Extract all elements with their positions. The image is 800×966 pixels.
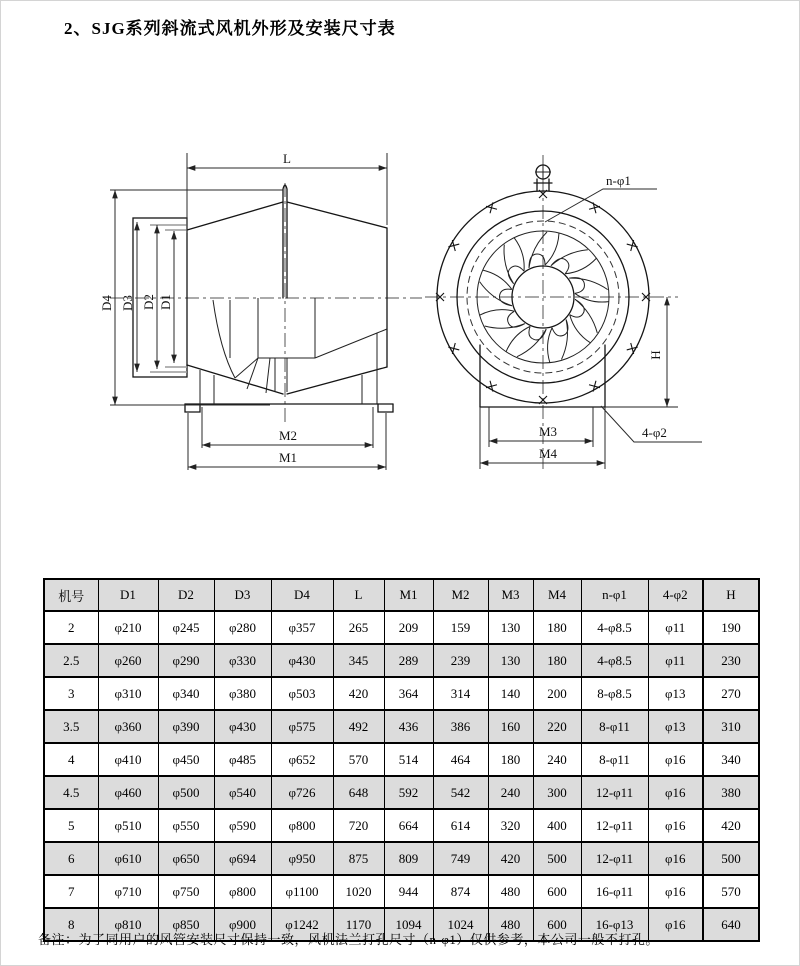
- table-cell: 514: [384, 743, 433, 776]
- table-cell: 2.5: [44, 644, 98, 677]
- table-cell: 239: [433, 644, 488, 677]
- table-cell: 4: [44, 743, 98, 776]
- table-cell: 160: [488, 710, 533, 743]
- table-cell: φ16: [648, 908, 703, 941]
- dim-label-D1: D1: [158, 294, 173, 310]
- table-cell: φ360: [98, 710, 158, 743]
- table-cell: 1024: [433, 908, 488, 941]
- table-row: [44, 677, 759, 710]
- table-cell: 570: [333, 743, 384, 776]
- table-cell: 180: [533, 644, 581, 677]
- column-header: 4-φ2: [648, 579, 703, 611]
- table-cell: φ16: [648, 809, 703, 842]
- table-cell: φ380: [214, 677, 271, 710]
- table-cell: 492: [333, 710, 384, 743]
- table-cell: φ726: [271, 776, 333, 809]
- table-cell: 480: [488, 875, 533, 908]
- table-cell: φ357: [271, 611, 333, 644]
- table-row: [44, 842, 759, 875]
- table-cell: 1020: [333, 875, 384, 908]
- table-cell: φ390: [158, 710, 214, 743]
- table-cell: 749: [433, 842, 488, 875]
- table-row: [44, 710, 759, 743]
- table-cell: φ210: [98, 611, 158, 644]
- column-header: n-φ1: [581, 579, 648, 611]
- internal-structure: [213, 298, 387, 404]
- table-cell: 4-φ8.5: [581, 644, 648, 677]
- table-cell: φ245: [158, 611, 214, 644]
- base-plate: [185, 370, 393, 412]
- table-cell: φ694: [214, 842, 271, 875]
- table-cell: 4-φ8.5: [581, 611, 648, 644]
- table-cell: 4.5: [44, 776, 98, 809]
- table-cell: 270: [703, 677, 759, 710]
- table-cell: 7: [44, 875, 98, 908]
- table-cell: φ11: [648, 611, 703, 644]
- callout-label-4-phi2: 4-φ2: [642, 425, 667, 440]
- table-cell: 8-φ8.5: [581, 677, 648, 710]
- table-cell: 542: [433, 776, 488, 809]
- table-cell: φ540: [214, 776, 271, 809]
- table-cell: 320: [488, 809, 533, 842]
- table-cell: 500: [703, 842, 759, 875]
- table-cell: φ16: [648, 776, 703, 809]
- table-cell: φ450: [158, 743, 214, 776]
- table-cell: φ330: [214, 644, 271, 677]
- table-cell: φ13: [648, 677, 703, 710]
- column-header: D2: [158, 579, 214, 611]
- table-cell: φ410: [98, 743, 158, 776]
- dim-label-D2: D2: [141, 294, 156, 310]
- table-cell: 1170: [333, 908, 384, 941]
- table-cell: 16-φ13: [581, 908, 648, 941]
- table-cell: 8: [44, 908, 98, 941]
- table-cell: 420: [333, 677, 384, 710]
- table-cell: φ650: [158, 842, 214, 875]
- table-row: [44, 644, 759, 677]
- table-cell: 600: [533, 908, 581, 941]
- table-cell: 944: [384, 875, 433, 908]
- dimensions-table: [43, 578, 760, 942]
- dim-label-M3: M3: [538, 424, 558, 439]
- table-cell: 364: [384, 677, 433, 710]
- front-view-drawing: [420, 145, 780, 485]
- table-cell: 140: [488, 677, 533, 710]
- table-cell: 180: [488, 743, 533, 776]
- table-cell: φ900: [214, 908, 271, 941]
- column-header: D3: [214, 579, 271, 611]
- side-view-drawing: [90, 145, 430, 485]
- table-cell: φ260: [98, 644, 158, 677]
- table-cell: 240: [533, 743, 581, 776]
- fan-body-outline: [133, 185, 387, 394]
- table-cell: 265: [333, 611, 384, 644]
- table-cell: φ800: [271, 809, 333, 842]
- table-cell: φ750: [158, 875, 214, 908]
- table-cell: 220: [533, 710, 581, 743]
- dim-label-M4: M4: [538, 446, 558, 461]
- table-cell: 2: [44, 611, 98, 644]
- column-header: M2: [433, 579, 488, 611]
- table-cell: φ16: [648, 743, 703, 776]
- column-header: D4: [271, 579, 333, 611]
- table-cell: 720: [333, 809, 384, 842]
- table-cell: φ16: [648, 875, 703, 908]
- table-cell: φ290: [158, 644, 214, 677]
- dim-label-H: H: [648, 350, 663, 360]
- dim-label-L: L: [283, 151, 291, 166]
- table-cell: φ1100: [271, 875, 333, 908]
- table-cell: 12-φ11: [581, 842, 648, 875]
- table-cell: φ850: [158, 908, 214, 941]
- table-cell: φ310: [98, 677, 158, 710]
- table-cell: φ280: [214, 611, 271, 644]
- column-header: 机号: [44, 579, 98, 611]
- table-cell: 640: [703, 908, 759, 941]
- table-cell: φ1242: [271, 908, 333, 941]
- table-cell: 159: [433, 611, 488, 644]
- table-cell: 12-φ11: [581, 809, 648, 842]
- column-header: M1: [384, 579, 433, 611]
- callout-label-n-phi1: n-φ1: [606, 173, 631, 188]
- table-cell: φ500: [158, 776, 214, 809]
- table-row: [44, 776, 759, 809]
- table-cell: 614: [433, 809, 488, 842]
- table-cell: φ340: [158, 677, 214, 710]
- table-cell: φ590: [214, 809, 271, 842]
- table-cell: 240: [488, 776, 533, 809]
- table-cell: 289: [384, 644, 433, 677]
- table-cell: φ430: [214, 710, 271, 743]
- table-cell: φ800: [214, 875, 271, 908]
- column-header: M3: [488, 579, 533, 611]
- dim-label-D4: D4: [99, 295, 114, 311]
- table-cell: 16-φ11: [581, 875, 648, 908]
- table-cell: 6: [44, 842, 98, 875]
- dim-label-M1: M1: [278, 450, 298, 465]
- table-cell: φ810: [98, 908, 158, 941]
- table-cell: 1094: [384, 908, 433, 941]
- table-cell: 5: [44, 809, 98, 842]
- table-cell: 592: [384, 776, 433, 809]
- table-cell: 875: [333, 842, 384, 875]
- table-cell: φ11: [648, 644, 703, 677]
- table-cell: 340: [703, 743, 759, 776]
- table-cell: 310: [703, 710, 759, 743]
- table-cell: 386: [433, 710, 488, 743]
- table-cell: 480: [488, 908, 533, 941]
- table-cell: φ503: [271, 677, 333, 710]
- table-cell: 345: [333, 644, 384, 677]
- table-cell: φ485: [214, 743, 271, 776]
- table-cell: 130: [488, 611, 533, 644]
- table-cell: φ16: [648, 842, 703, 875]
- table-header-row: [44, 579, 759, 611]
- table-cell: 200: [533, 677, 581, 710]
- table-cell: φ430: [271, 644, 333, 677]
- table-cell: 570: [703, 875, 759, 908]
- page-title: 2、SJG系列斜流式风机外形及安装尺寸表: [64, 19, 396, 38]
- table-cell: 314: [433, 677, 488, 710]
- table-cell: 130: [488, 644, 533, 677]
- table-cell: 230: [703, 644, 759, 677]
- table-row: [44, 875, 759, 908]
- dim-label-M2: M2: [278, 428, 298, 443]
- table-cell: φ710: [98, 875, 158, 908]
- table-cell: 3.5: [44, 710, 98, 743]
- table-row: [44, 809, 759, 842]
- table-cell: φ550: [158, 809, 214, 842]
- table-cell: φ460: [98, 776, 158, 809]
- table-cell: 436: [384, 710, 433, 743]
- table-cell: φ652: [271, 743, 333, 776]
- table-cell: 12-φ11: [581, 776, 648, 809]
- table-cell: 809: [384, 842, 433, 875]
- table-cell: 400: [533, 809, 581, 842]
- note-text: 备注：为了同用户的风管安装尺寸保持一致，风机法兰打孔尺寸（n-φ1）仅供参考，本公司一般不打孔。: [38, 932, 659, 947]
- table-cell: 8-φ11: [581, 743, 648, 776]
- table-cell: 209: [384, 611, 433, 644]
- dimension-lines: [480, 173, 702, 469]
- table-cell: 8-φ11: [581, 710, 648, 743]
- table-cell: 180: [533, 611, 581, 644]
- column-header: L: [333, 579, 384, 611]
- table-cell: 420: [703, 809, 759, 842]
- column-header: H: [703, 579, 759, 611]
- table-cell: 648: [333, 776, 384, 809]
- table-cell: 420: [488, 842, 533, 875]
- dim-label-D3: D3: [120, 295, 135, 311]
- table-cell: 380: [703, 776, 759, 809]
- table-cell: φ510: [98, 809, 158, 842]
- table-cell: 464: [433, 743, 488, 776]
- column-header: D1: [98, 579, 158, 611]
- table-cell: 300: [533, 776, 581, 809]
- dimension-lines: [99, 151, 387, 470]
- table-cell: 874: [433, 875, 488, 908]
- table-cell: φ575: [271, 710, 333, 743]
- table-cell: φ950: [271, 842, 333, 875]
- table-cell: 190: [703, 611, 759, 644]
- table-row: [44, 611, 759, 644]
- column-header: M4: [533, 579, 581, 611]
- table-cell: 500: [533, 842, 581, 875]
- table-cell: φ13: [648, 710, 703, 743]
- table-cell: φ610: [98, 842, 158, 875]
- table-cell: 600: [533, 875, 581, 908]
- table-row: [44, 743, 759, 776]
- table-cell: 664: [384, 809, 433, 842]
- table-cell: 3: [44, 677, 98, 710]
